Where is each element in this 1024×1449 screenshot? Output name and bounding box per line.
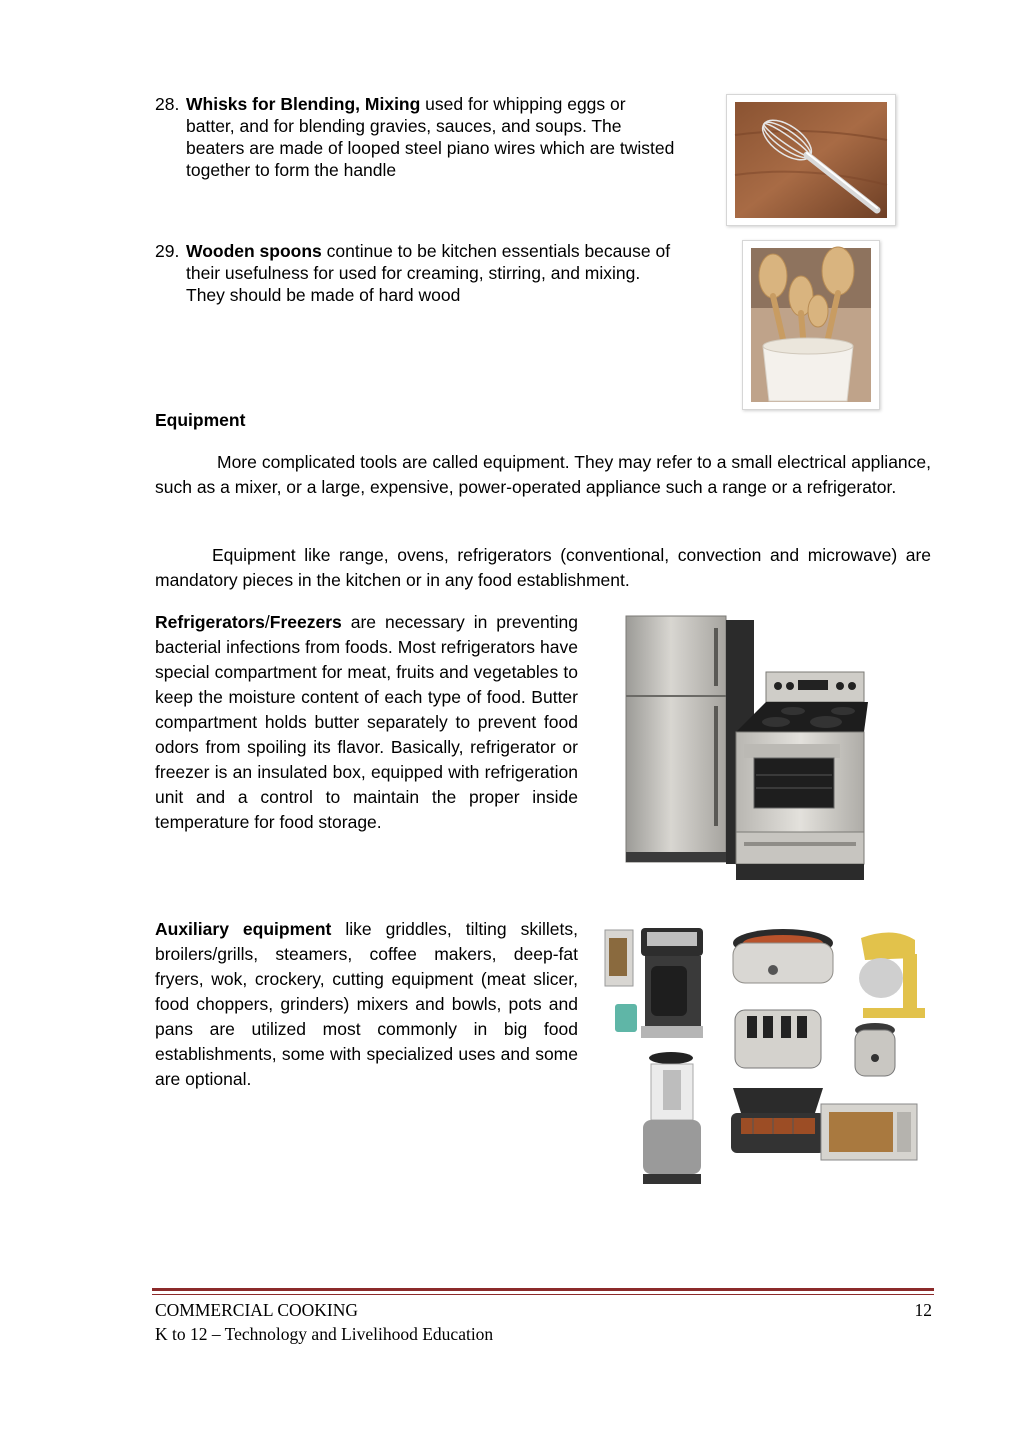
auxiliary-title: Auxiliary equipment <box>155 919 332 939</box>
refrigerators-text: are necessary in preventing bacterial infections from foods. Most refrigerators have special compartment for meat, fruits and vegetables to keep the moisture content of each type of food. Butter compartment holds butter separately to prevent food odors from spoiling its flavor. Basically, refrigerator or freezer is an insulated box, equipped with refrigeration unit and a control to maintain the proper inside temperature for food storage. <box>155 612 578 832</box>
refrigerators-title: Refrigerators <box>155 612 265 632</box>
item-text: used for whipping eggs or batter, and for blending gravies, sauces, and soups. The beaters are made of looped steel piano wires which are twisted together to form the handle <box>186 94 675 180</box>
roaster-icon <box>733 929 833 983</box>
grill-icon <box>731 1088 825 1153</box>
item-number: 29. <box>155 241 180 261</box>
small-appliances-collage <box>603 918 939 1192</box>
footer-rule-thin <box>152 1294 934 1295</box>
freezers-title: Freezers <box>269 612 342 632</box>
item-title: Whisks for Blending, Mixing <box>186 94 421 114</box>
equipment-paragraph-1: More complicated tools are called equipment. They may refer to a small electrical appliance, such as a mixer, or a large, expensive, power-operated appliance such a range or a refrigerator. <box>155 452 931 497</box>
item-body <box>186 240 675 306</box>
slow-cooker-icon <box>855 1023 895 1076</box>
item-title: Wooden spoons <box>186 241 322 261</box>
refrigerator-range-image <box>618 610 876 892</box>
refrigerator-and-range-photo <box>618 610 876 892</box>
appliances-image <box>603 918 939 1192</box>
footer-title: COMMERCIAL COOKING <box>155 1300 359 1320</box>
toaster-icon <box>735 1010 821 1068</box>
item-number: 28. <box>155 94 180 114</box>
microwave-small-icon <box>605 930 633 986</box>
auxiliary-equipment-paragraph <box>155 917 578 1092</box>
refrigerators-paragraph <box>155 610 578 835</box>
refrigerators-slash: / <box>264 612 270 632</box>
microwave-icon <box>821 1104 917 1160</box>
list-item-wooden-spoons <box>155 240 675 306</box>
section-heading-equipment: Equipment <box>155 410 246 430</box>
coffee-maker-icon <box>641 928 703 1038</box>
stand-mixer-icon <box>859 932 925 1018</box>
footer-rule <box>152 1288 934 1291</box>
whisk-photo <box>726 94 896 226</box>
food-processor-icon <box>643 1052 701 1184</box>
page-number: 12 <box>914 1300 932 1320</box>
wooden-spoons-photo <box>742 240 880 410</box>
item-body <box>186 93 675 181</box>
whisk-image <box>727 95 895 225</box>
item-text: continue to be kitchen essentials because of their usefulness for used for creaming, stirring, and mixing. They should be made of hard wood <box>186 241 671 305</box>
equipment-paragraph-2: Equipment like range, ovens, refrigerators (conventional, convection and microwave) are mandatory pieces in the kitchen or in any food establishment. <box>155 545 931 590</box>
auxiliary-text: like griddles, tilting skillets, broilers/grills, steamers, coffee makers, deep-fat fryers, wok, crockery, cutting equipment (meat slicer, food choppers, grinders) mixers and bowls, pots and pans are utilized most commonly in big food establishments, some with specialized uses and some are optional. <box>155 919 578 1089</box>
wooden-spoons-image <box>743 241 879 409</box>
list-item-whisks <box>155 93 675 181</box>
footer-subtitle: K to 12 – Technology and Livelihood Education <box>155 1324 494 1344</box>
